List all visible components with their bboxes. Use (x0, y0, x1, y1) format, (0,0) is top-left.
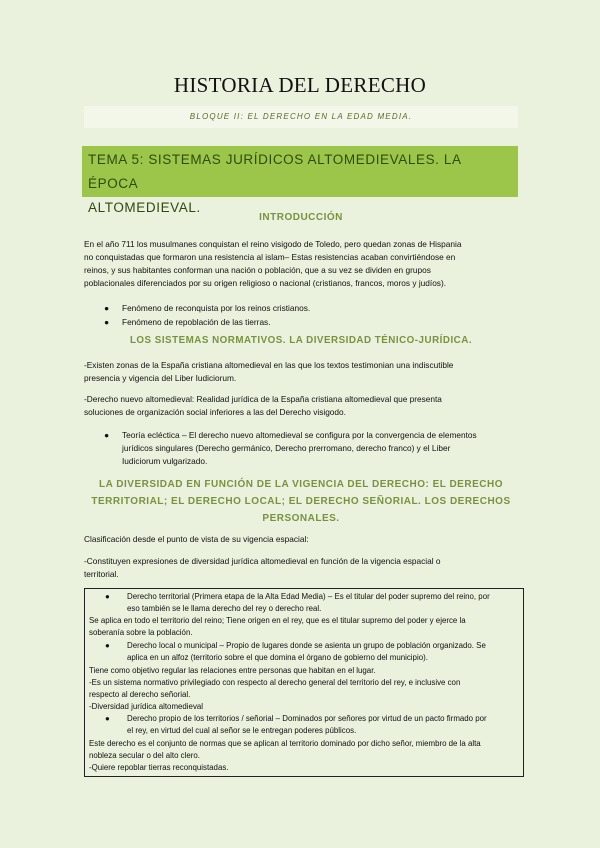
bloque-banner: BLOQUE II: EL DERECHO EN LA EDAD MEDIA. (84, 106, 518, 128)
list-item (105, 640, 519, 664)
bullet-text (127, 640, 519, 664)
box-paragraph (89, 615, 519, 639)
bullet-text (127, 591, 519, 615)
text-line: -Constituyen expresiones de diversidad jurídica altomedieval en función de la vigencia espacial o (84, 556, 441, 566)
text-line: -Existen zonas de la España cristiana altomedieval en las que los textos testimonian una indiscutible (84, 360, 454, 370)
list-item (104, 429, 524, 469)
text-line: no conquistadas que formaron una resistencia al islam– Estas resistencias acaban convirtiéndose en (84, 252, 456, 262)
tema-banner (82, 146, 518, 215)
text-line: Se aplica en todo el territorio del reino; Tiene origen en el rey, que es el titular supremo del poder y ejerce la (89, 616, 466, 625)
tema-line: TEMA 5: SISTEMAS JURÍDICOS ALTOMEDIEVALES. LA ÉPOCA (88, 152, 461, 191)
list-item (104, 302, 524, 315)
text-line: Este derecho es el conjunto de normas que se aplican al territorio dominado por dicho señor, miembro de la alta (89, 739, 481, 748)
text-line: aplica en un alfoz (territorio sobre el que domina el órgano de gobierno del municipio). (127, 652, 428, 662)
text-line: Derecho territorial (Primera etapa de la Alta Edad Media) – Es el titular del poder supremo del reino, por (127, 592, 490, 601)
text-line: soluciones de organización social inferiores a las del Derecho visigodo. (84, 407, 346, 417)
bullet-text: Fenómeno de reconquista por los reinos cristianos. (122, 303, 311, 313)
text-line: -Quiere repoblar tierras reconquistadas. (89, 762, 229, 772)
sistemas-paragraph-2 (84, 393, 524, 419)
constituyen-paragraph (84, 555, 524, 581)
sistemas-heading: LOS SISTEMAS NORMATIVOS. LA DIVERSIDAD TÉNICO-JURÍDICA. (129, 335, 473, 346)
text-line: respecto al derecho señorial. (89, 689, 191, 699)
bullet-text (127, 713, 519, 737)
bullet-icon: ● (104, 430, 110, 440)
list-item (105, 713, 519, 737)
text-line: -Diversidad jurídica altomedieval (89, 701, 204, 711)
text-line: En el año 711 los musulmanes conquistan el reino visigodo de Toledo, pero quedan zonas de Hispania (84, 239, 462, 249)
text-line: -Derecho nuevo altomedieval: Realidad jurídica de la España cristiana altomedieval que presenta (84, 394, 442, 404)
bullet-text (122, 429, 522, 468)
text-line: Tiene como objetivo regular las relaciones entre personas que habitan en el lugar. (89, 666, 376, 675)
document-title: HISTORIA DEL DERECHO (173, 73, 427, 97)
tema-line: ALTOMEDIEVAL. (88, 200, 201, 215)
text-line: Teoría ecléctica – El derecho nuevo altomedieval se configura por la convergencia de elementos (122, 430, 477, 440)
text-line: nobleza secular o del alto clero. (89, 750, 200, 760)
text-line: poblacionales diferenciados por su origen religioso o nacional (cristianos, francos, moros y judíos). (84, 278, 447, 288)
text-line: presencia y vigencia del Liber Iudiciorum. (84, 373, 237, 383)
text-line: -Es un sistema normativo privilegiado con respecto al derecho general del territorio del rey, e inclusive con (89, 677, 461, 687)
text-line: Iudiciorum vulgarizado. (122, 456, 208, 466)
bullet-icon: ● (104, 303, 110, 313)
heading-line: LA DIVERSIDAD EN FUNCIÓN DE LA VIGENCIA DEL DERECHO: EL DERECHO (99, 479, 503, 490)
intro-heading: INTRODUCCIÓN (259, 212, 343, 223)
list-item (105, 591, 519, 615)
heading-line: TERRITORIAL; EL DERECHO LOCAL; EL DERECHO SEÑORIAL. LOS DERECHOS (91, 496, 511, 507)
text-line: Derecho local o municipal – Propio de lugares donde se asienta un grupo de población organizado. Se (127, 641, 486, 650)
box-paragraph (89, 738, 519, 774)
text-line: eso también se le llama derecho del rey o derecho real. (127, 603, 322, 613)
bullet-icon: ● (104, 317, 110, 327)
bullet-text: Fenómeno de repoblación de las tierras. (122, 317, 271, 327)
territorial-box (84, 588, 524, 777)
box-paragraph (89, 665, 519, 713)
text-line: jurídicos singulares (Derecho germánico, Derecho prerromano, derecho franco) y el Liber (122, 443, 451, 453)
bullet-icon: ● (105, 714, 110, 723)
heading-line: PERSONALES. (262, 513, 340, 524)
sistemas-paragraph-1 (84, 359, 524, 385)
intro-paragraph (84, 238, 524, 290)
text-line: Derecho propio de los territorios / señorial – Dominados por señores por virtud de un pacto firmado por (127, 714, 487, 723)
text-line: territorial. (84, 569, 119, 579)
bullet-icon: ● (105, 592, 110, 601)
clasificacion-text: Clasificación desde el punto de vista de su vigencia espacial: (84, 534, 309, 544)
text-line: el rey, en virtud del cual al señor se le entregan poderes públicos. (127, 725, 357, 735)
diversidad-heading (84, 476, 518, 527)
bullet-icon: ● (105, 641, 110, 650)
text-line: soberanía sobre la población. (89, 627, 193, 637)
list-item (104, 316, 524, 329)
text-line: reinos, y sus habitantes conforman una nación o población, que a su vez se dividen en grupos (84, 265, 431, 275)
